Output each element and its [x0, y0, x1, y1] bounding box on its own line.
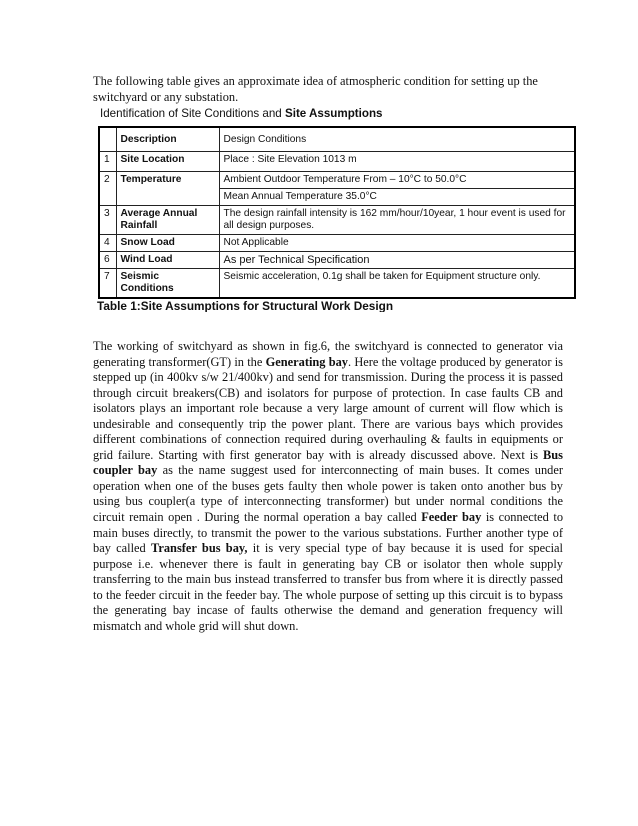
- row-number: 7: [99, 269, 116, 299]
- body-text-run: . Here the voltage produced by generator is stepped up (in 400kv s/w 21/400kv) and send for transmission. During the process it is passed through circuit breakers(CB) and isolators for purpose of protection. In case faults CB and isolators plays an important role because a very large amount of current will flow which is undesirable and consequently trip the power plant. There are various bays which provides different combinations of connection required during overhauling & faults in equipments or grid failure. Starting with first generator bay with is already discussed above. Next is: [93, 354, 563, 462]
- row-condition: Not Applicable: [219, 235, 575, 252]
- table-row: [99, 172, 575, 189]
- table-row: [99, 235, 575, 252]
- header-design-conditions: Design Conditions: [219, 127, 575, 152]
- table-title: [100, 107, 382, 120]
- table-title-bold: Site Assumptions: [284, 107, 383, 120]
- table-row: [99, 206, 575, 235]
- table-row: [99, 152, 575, 172]
- row-condition: Mean Annual Temperature 35.0°C: [219, 189, 575, 206]
- row-number: 1: [99, 152, 116, 172]
- site-conditions-table: [98, 126, 576, 299]
- row-number: 3: [99, 206, 116, 235]
- intro-paragraph: The following table gives an approximate idea of atmospheric condition for setting up the switchyard or any substation.: [93, 74, 538, 104]
- row-description: Snow Load: [116, 235, 219, 252]
- body-text-run: The working of switchyard as shown in fig.6, the switchyard is connected to generator via generating transformer(GT) in the: [93, 339, 563, 369]
- header-description: Description: [116, 127, 219, 152]
- row-description: Temperature: [116, 172, 219, 206]
- row-description: Site Location: [116, 152, 219, 172]
- header-num: [99, 127, 116, 152]
- table-caption: Table 1:Site Assumptions for Structural Work Design: [97, 299, 394, 312]
- row-number: 6: [99, 252, 116, 269]
- row-description: Average Annual Rainfall: [116, 206, 219, 235]
- table-header-row: [99, 127, 575, 152]
- body-text-run: it is very special type of bay because it is used for special purpose i.e. whenever there is fault in generating bay CB or isolator then whole supply transferring to the main bus instead transferred to transfer bus from where it is directly passed to the feeder circuit in the feeder bay. The whole purpose of setting up this circuit is to bypass the generating bay incase of faults otherwise the demand and generation frequency will mismatch and whole grid will shut down.: [93, 541, 563, 633]
- body-text-run: is connected to main buses directly, to transmit the power to the various substations. Further another type of bay called: [93, 510, 564, 556]
- row-description: Wind Load: [116, 252, 219, 269]
- body-text-run: as the name suggest used for interconnecting of main buses. It comes under operation when one of the buses gets faulty then whole power is taken onto another bus by using bus coupler(a type of interconnecting transformer) but under normal conditions the circuit remain open . During the normal operation a bay called: [93, 463, 564, 525]
- bay-term: Feeder bay: [421, 510, 482, 525]
- table-row: [99, 252, 575, 269]
- row-condition: Seismic acceleration, 0.1g shall be taken for Equipment structure only.: [219, 269, 575, 299]
- row-condition: Place : Site Elevation 1013 m: [219, 152, 575, 172]
- row-number: 2: [99, 172, 116, 206]
- row-condition: As per Technical Specification: [219, 252, 575, 269]
- row-condition: The design rainfall intensity is 162 mm/hour/10year, 1 hour event is used for all design purposes.: [219, 206, 575, 235]
- bay-term: Transfer bus bay,: [151, 541, 248, 556]
- body-paragraph: [93, 339, 563, 634]
- row-condition: Ambient Outdoor Temperature From – 10°C to 50.0°C: [219, 172, 575, 189]
- table-title-prefix: Identification of Site Conditions and: [100, 107, 285, 120]
- row-number: 4: [99, 235, 116, 252]
- row-description: Seismic Conditions: [116, 269, 219, 299]
- bay-term: Generating bay: [265, 354, 348, 369]
- bay-term: Bus coupler bay: [93, 447, 563, 478]
- table-row: [99, 269, 575, 299]
